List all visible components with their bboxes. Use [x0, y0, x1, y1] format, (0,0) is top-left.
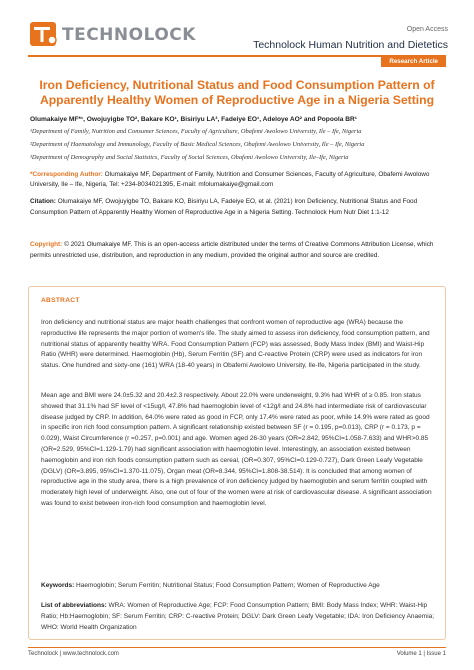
copyright [30, 240, 444, 261]
keywords-label: Keywords: [41, 582, 75, 589]
corresponding-label: *Corresponding Author: [30, 171, 103, 178]
abstract-paragraph-2: Mean age and BMI were 24.0±5.32 and 20.4±2.3 respectively. About 22.0% were underweight, 9.3% had WHR of ≥ 0.85. Iron status showed that 31.1% had SF level of <15ug/l, 47.8% had haemoglobin level of <12g/l and 24.8% had intermediate risk of cardiovascular disease judged by CRP. In addition, 64.0% were rated as good in FCP, only 17.4% were rated as poor, while 14.9% were rated as good in specific iron rich food consumption pattern. A significant relationship existed between SF (r = 0.195, p=0.013), CRP (r = 0.173, p = 0.029), Waist Circumference (r =0.257, p=0.001) and age. Women aged 26-30 years (OR=2.842, 95%CI=1.058-7.633) and WHR>0.85 (OR=2.529, 95%CI=1.129-1.79) had significant association with haemoglobin level. Interestingly, an association existed between haemoglobin and iron rich foods consumption pattern such as cereal, (OR=0.307, 95%CI=0.129-0.727), Dark Green Leafy Vegetable (DGLV) (OR=3.895, 95%CI=1.370-11.075), Organ meat (OR=8.344, 95%CI=1.808-38.514). It is concluded that among women of reproductive age in the study area, there is a high prevalence of iron deficiency judged by haemoglobin and serum ferritin coupled with moderately high level of underweight. Also, one out of four of the women were at risk of cardiovascular disease. A significant association was found to exist between iron-rich food consumption and haemoglobin level. [41, 392, 432, 507]
corresponding-author [30, 170, 444, 190]
keywords [41, 581, 435, 592]
technolock-logo[interactable] [28, 18, 196, 50]
footer-publisher[interactable]: Technolock | www.technolock.com [28, 651, 119, 657]
journal-name: Technolock Human Nutrition and Dietetics [253, 39, 448, 51]
affiliation-2: ²Department of Haematology and Immunology, Faculty of Basic Medical Sciences, Obafemi Awolowo University, Ile – Ife, Nigeria [30, 141, 365, 148]
citation [30, 197, 444, 218]
copyright-label: Copyright: [30, 241, 63, 248]
abstract-heading: ABSTRACT [41, 297, 80, 304]
abbreviations-label: List of abbreviations: [41, 602, 107, 609]
page-header [28, 14, 448, 54]
citation-label: Citation: [30, 198, 56, 205]
footer-divider [28, 647, 446, 648]
article-type-badge: Research Article [381, 57, 446, 67]
logo-wordmark: TECHNOLOCK [62, 25, 196, 45]
abstract-box [28, 286, 446, 640]
abbreviations-text: WRA: Women of Reproductive Age; FCP: Food Consumption Pattern; BMI: Body Mass Index; WHR: Waist-Hip Ratio; Hb:Haemoglobin; SF: Serum Ferritin; CRP: C-reactive Protein; DGLV: Dark Green Leafy Vegetable; IDA: Iron Deficiency Anaemia; WHO: World Health Organization [41, 602, 435, 631]
logo-emblem-icon [28, 18, 60, 50]
citation-text: Olumakaiye MF, Owojuyigbe TO, Bakare KO, Bisiriyu LA, Fadeiye EO, et al. (2021) Iron Deficiency, Nutritional Status and Food Consumption Pattern of Apparently Healthy Women of Reproductive Age in a Nigeria Setting. Technolock Hum Nutr Diet 1:1-12 [30, 198, 418, 216]
open-access-label: Open Access [406, 26, 448, 33]
article-title: Iron Deficiency, Nutritional Status and Food Consumption Pattern of Apparently Healthy Women of Reproductive Age in a Nigeria Setting [39, 78, 435, 107]
author-list: Olumakaiye MF*¹, Owojuyigbe TO², Bakare KO¹, Bisiriyu LA³, Fadeiye EO¹, Adeloye AO² and Popoola BR¹ [30, 116, 357, 123]
affiliation-1: ¹Department of Family, Nutrition and Consumer Sciences, Faculty of Agriculture, Obafemi Awolowo University, Ile – Ife, Nigeria [30, 128, 362, 135]
copyright-text: © 2021 Olumakaiye MF. This is an open-access article distributed under the terms of Creative Commons Attribution License, which permits unrestricted use, distribution, and reproduction in any medium, provided the original author and source are credited. [30, 241, 434, 259]
corresponding-text[interactable]: Olumakaiye MF, Department of Family, Nutrition and Consumer Sciences, Faculty of Agriculture, Obafemi Awolowo University, Ile – Ife, Nigeria, Tel: +234-8034021395, E-mail: mfolumakaiye@gmail.com [30, 171, 430, 188]
keywords-text: Haemoglobin; Serum Ferritin; Nutritional Status; Food Consumption Pattern; Women of Reproductive Age [74, 582, 380, 589]
abstract-paragraph-1: Iron deficiency and nutritional status are major health challenges that confront women of reproductive age (WRA) because the reproductive life represents the major portion of women's life. The study aimed to assess iron deficiency, food consumption pattern, and nutritional status of apparently healthy WRA. Food Consumption Pattern (FCP) was assessed, Body Mass Index (BMI) and Waist-Hip Ratio (WHR) were determined. Haemoglobin (Hb), Serum Ferritin (SF) and C-reactive Protein (CRP) were used as indicators for iron status. One hundred and sixty-one (161) WRA (18-40 years) in Obafemi Awolowo University, Ile-Ife, Nigeria participated in the study. [41, 319, 430, 370]
footer-volume: Volume 1 | Issue 1 [396, 651, 446, 657]
affiliation-3: ³Department of Demography and Social Statistics, Faculty of Social Sciences, Obafemi Awolowo University, Ile–Ife, Nigeria [30, 154, 349, 161]
abbreviations [41, 601, 435, 633]
